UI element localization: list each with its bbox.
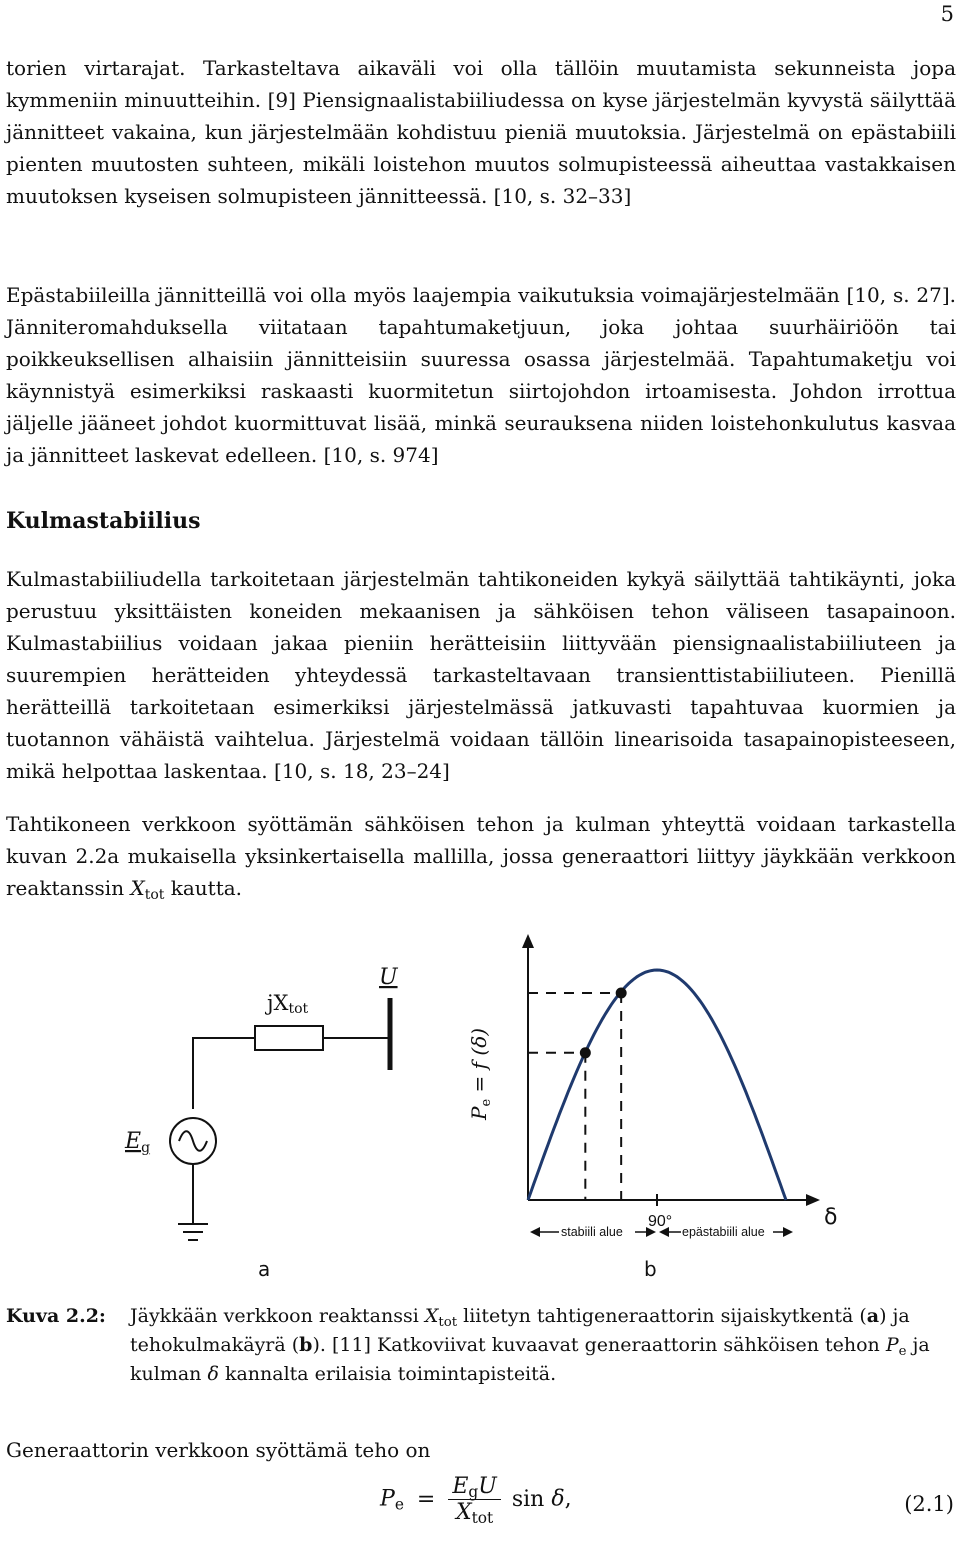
reactance-resistor: [255, 1026, 323, 1050]
math-var: X: [424, 1305, 439, 1327]
figure-2-2: [100, 930, 860, 1290]
x-axis-arrow: [806, 1194, 820, 1206]
y-axis-label: $P_e = f$ (δ): [467, 1027, 494, 1120]
reactance-label: jXtot: [267, 991, 309, 1017]
y-axis-arrow: [522, 934, 534, 948]
eq-u: U: [478, 1474, 497, 1499]
math-sub: e: [898, 1344, 907, 1359]
source-emf-label: Eg: [125, 1129, 151, 1156]
x-axis-label: δ: [824, 1205, 838, 1230]
caption-label: Kuva 2.2:: [6, 1305, 106, 1327]
caption-body: [130, 1302, 956, 1389]
paragraph-angle-stability: Kulmastabiiliudella tarkoitetaan järjestelmän tahtikoneiden kykyä säilyttää tahtikäynti, joka perustuu yksittäisten koneiden mekaanisen ja sähköisen tehon väliseen tasapainoon. Kulmastabiilius voidaan jakaa pieniin herätteisiin liittyvään piensignaalistabiiliuteen ja suurempien herätteiden yhteydessä tarkasteltavaan transienttistabiiliuteen. Pienillä herätteillä tarkoitetaan esimerkiksi järjestelmässä jatkuvasti tapahtuvaa kuormien ja tuotannon vähäistä vaihtelua. Järjestelmä voidaan tällöin linearisoida tasapainopisteeseen, mikä helpottaa laskentaa. [10, s. 18, 23–24]: [6, 567, 956, 783]
math-var: δ: [207, 1363, 219, 1385]
panel-label-a: a: [258, 1257, 271, 1281]
eq-x: X: [455, 1500, 472, 1525]
section-heading: Kulmastabiilius: [6, 508, 201, 534]
text: ) ja tehokulmakäyrä (: [130, 1305, 910, 1356]
power-curve: [528, 970, 786, 1200]
stable-region-label: stabiili alue: [561, 1225, 623, 1239]
math-var: P: [885, 1334, 899, 1356]
bus-voltage-label: U: [379, 965, 398, 990]
operating-point-1: [580, 1047, 591, 1058]
page-number: 5: [940, 2, 954, 26]
wire-top: [193, 1038, 255, 1109]
text: Jäykkään verkkoon reaktanssi: [130, 1305, 425, 1327]
ref-b: b: [299, 1334, 313, 1356]
equation-number: (2.1): [904, 1492, 954, 1516]
power-angle-chart: [467, 934, 837, 1281]
text: kannalta erilaisia toimintapisteitä.: [218, 1363, 557, 1385]
text: Tahtikoneen verkkoon syöttämän sähköisen tehon ja kulman yhteyttä voidaan tarkastella kuvan 2.2a mukaisella yksinkertaisella mallilla, jossa generaattori liittyy jäykkään verkkoon reaktanssin: [6, 812, 956, 900]
figure-caption: [6, 1302, 956, 1389]
eq-e-sub: g: [468, 1483, 479, 1501]
operating-point-2: [616, 988, 627, 999]
unstable-region-label: epästabiili alue: [682, 1225, 765, 1239]
eq-delta: δ: [551, 1486, 565, 1512]
eq-lhs-sub: e: [394, 1495, 404, 1514]
math-var: X: [130, 876, 145, 900]
circuit-diagram: [170, 998, 390, 1240]
paragraph-power-intro: Generaattorin verkkoon syöttämä teho on: [6, 1438, 431, 1462]
unstable-region-arrowhead: [783, 1227, 793, 1237]
panel-label-b: b: [644, 1257, 657, 1281]
eq-numerator: [448, 1474, 500, 1500]
text: kautta.: [164, 876, 243, 900]
eq-fraction: [448, 1474, 500, 1525]
text: ja kulman: [130, 1334, 930, 1385]
equation-2-1: [380, 1474, 572, 1525]
eq-x-sub: tot: [471, 1509, 494, 1527]
paragraph-voltage-collapse: Epästabiileilla jännitteillä voi olla myös laajempia vaikutuksia voimajärjestelmään [10, s. 27]. Jänniteromahduksella viitataan tapahtumaketjuun, joka johtaa suurhäiriöön tai poikkeuksellisen alhaisiin jännitteisiin suuressa osassa järjestelmää. Tapahtumaketju voi käynnistyä esimerkiksi raskaasti kuormitetun siirtojohdon irtoamisesta. Johdon irrottua jäljelle jääneet johdot kuormittuvat lisää, minkä seurauksena niiden loistehonkulutus kasvaa ja jännitteet laskevat edelleen. [10, s. 974]: [6, 283, 956, 467]
tick-90-label: 90°: [648, 1213, 673, 1230]
sine-icon: [179, 1131, 207, 1151]
eq-denominator: [448, 1500, 500, 1525]
eq-e: E: [452, 1474, 469, 1499]
eq-lhs: P: [380, 1486, 395, 1512]
eq-equals: =: [416, 1486, 436, 1512]
paragraph-model-intro: [6, 808, 956, 904]
eq-comma: ,: [564, 1486, 572, 1512]
math-sub: tot: [438, 1315, 458, 1330]
stable-region-arrowhead: [530, 1227, 540, 1237]
paragraph-voltage-stability: torien virtarajat. Tarkasteltava aikaväli voi olla tällöin muutamista sekunneista jopa kymmeniin minuutteihin. [9] Piensignaalistabiiliudessa on kyse järjestelmän kyvystä säilyttää jännitteet vakaina, kun järjestelmään kohdistuu pieniä muutoksia. Järjestelmä on epästabiili pienten muutosten suhteen, mikäli loistehon muutos solmupisteessä aiheuttaa vastakkaisen muutoksen kyseisen solmupisteen jännitteessä. [10, s. 32–33]: [6, 56, 956, 208]
text: ). [11] Katkoviivat kuvaavat generaattorin sähköisen tehon: [312, 1334, 886, 1356]
text: liitetyn tahtigeneraattorin sijaiskytkentä (: [457, 1305, 867, 1327]
ref-a: a: [866, 1305, 880, 1327]
math-sub: tot: [144, 887, 165, 903]
eq-sin: sin: [511, 1486, 545, 1512]
